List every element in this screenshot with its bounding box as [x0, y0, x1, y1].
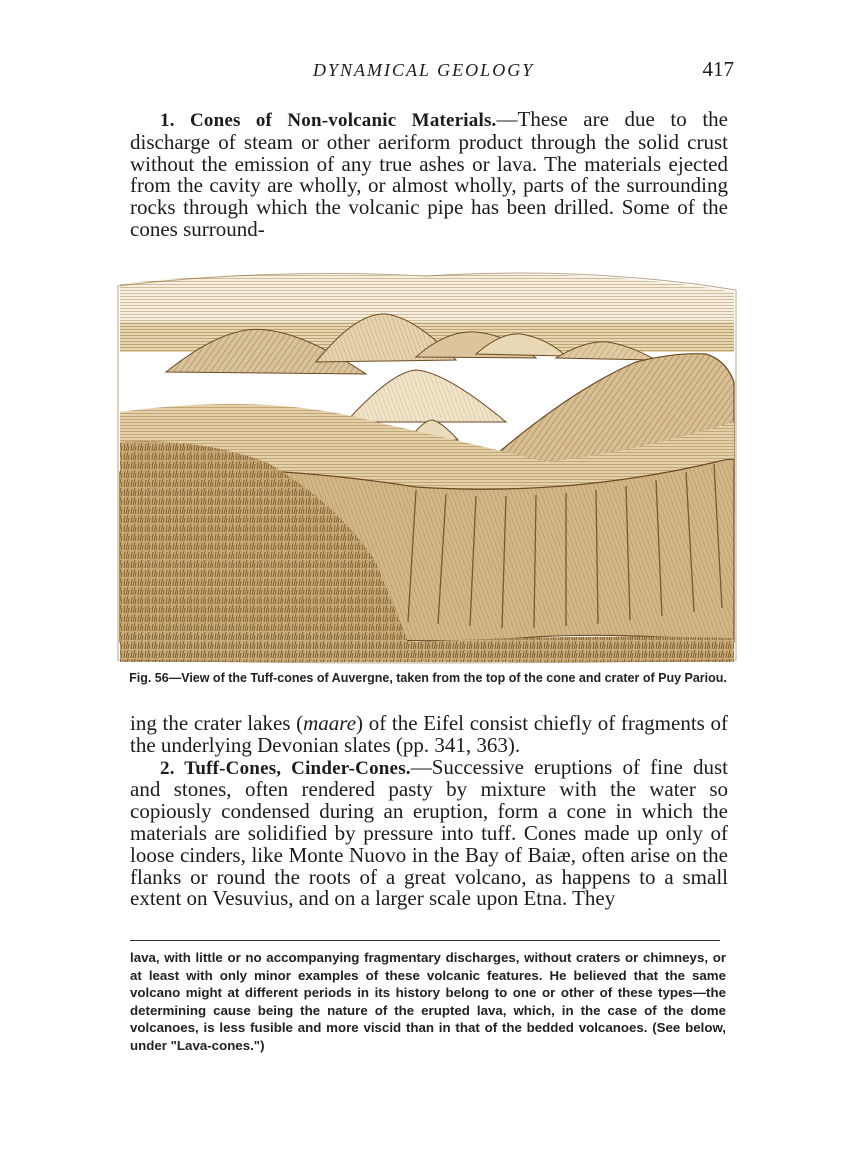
figure-caption: Fig. 56—View of the Tuff-cones of Auvergne, taken from the top of the cone and crater of Puy Pariou.	[129, 671, 727, 685]
footnote-text: lava, with little or no accompanying fragmentary discharges, without craters or chimneys, or at least with only minor examples of these volcanic features. He believed that the same volcano might at different periods in its history belong to one or other of these types—the determining cause being the nature of the erupted lava, which, in the case of the dome volcanoes, is less fusible and more viscid than in that of the bedded volcanoes. (See below, under "Lava-cones.")	[130, 950, 726, 1053]
continuation-paragraph	[130, 713, 728, 757]
footnote	[130, 949, 726, 1054]
continuation-text-after: ) of the Eifel consist chiefly of fragments of the underlying Devonian slates (pp. 341, 363).	[130, 711, 729, 757]
running-head	[130, 57, 734, 90]
section-1-text: —These are due to the discharge of steam or other aeriform product through the solid crust without the emission of any true ashes or lava. The materials ejected from the cavity are wholly, or almost wholly, parts of the surrounding rocks through which the volcanic pipe has been drilled. Some of the cones surround-	[130, 107, 728, 241]
engraving-illustration	[116, 262, 738, 664]
section-2-paragraph	[130, 754, 728, 911]
figure-tuff-cones-engraving	[116, 262, 738, 664]
section-1-paragraph	[130, 109, 728, 241]
page-number: 417	[702, 57, 734, 81]
running-title: DYNAMICAL GEOLOGY	[313, 60, 535, 80]
continuation-text-before: ing the crater lakes (	[130, 711, 304, 735]
main-text-continued	[130, 713, 728, 910]
section-1-heading: 1. Cones of Non-volcanic Materials.	[160, 110, 497, 131]
section-2-heading: 2. Tuff-Cones, Cinder-Cones.	[160, 757, 411, 779]
section-2-text: —Successive eruptions of fine dust and stones, often rendered pasty by mixture with the water so copiously condensed during an eruption, form a cone in which the materials are solidified by pressure into tuff. Cones made up only of loose cinders, like Monte Nuovo in the Bay of Baiæ, often arise on the flanks or round the roots of a great volcano, as happens to a small extent on Vesuvius, and on a larger scale upon Etna. They	[130, 754, 728, 911]
italic-term-maare: maare	[303, 711, 357, 735]
footnote-divider	[130, 940, 720, 941]
